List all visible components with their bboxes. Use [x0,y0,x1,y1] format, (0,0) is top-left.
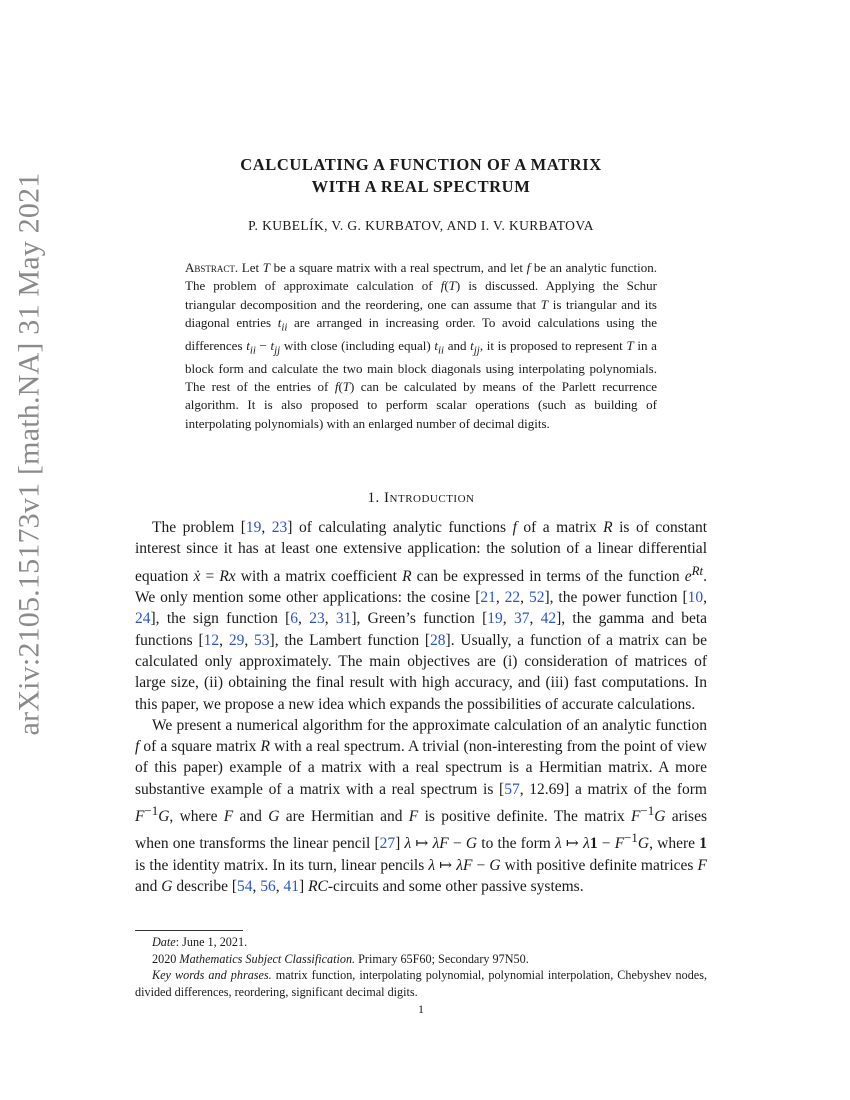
citation-link[interactable]: 31 [335,610,352,628]
footnote-keywords: Key words and phrases. matrix function, interpolating polynomial, polynomial interpolation, Chebyshev nodes, divided differences, reordering, significant decimal digits. [135,968,708,999]
citation-link[interactable]: 19 [487,610,503,628]
abstract-label: Abstract. [185,260,239,275]
paragraph-1: The problem [19, 23] of calculating analytic functions f of a matrix R is of constant interest since it has at least one extensive application: the solution of a linear differential equation ẋ = Rx with a matrix coefficient R can be expressed in terms of the function $e^{Rt}$. We only mention some other applications: the cosine [21, 22, 52], the power function [10, 24], the sign function [6, 23, 31], Green’s function [19, 37, 42], the gamma and beta functions [12, 29, 53], the Lambert function [28]. Usually, a function of a matrix can be calculated only approximately. The main objectives are (i) consideration of matrices of large size, (ii) obtaining the final result with high accuracy, and (iii) fast computations. In this paper, we propose a new idea which expands the possibilities of accurate calculations. [135,519,708,713]
citation-link[interactable]: 24 [135,610,151,628]
body-text [135,517,707,898]
citation-link[interactable]: 27 [379,835,396,853]
paragraph-2: We present a numerical algorithm for the approximate calculation of an analytic function f of a square matrix R with a real spectrum. A trivial (non-interesting from the point of view of this paper) example of a matrix with a real spectrum is a Hermitian matrix. A more substantive example of a matrix with a real spectrum is [57, 12.69] a matrix of the form $F^{-1}G$, where F and G are Hermitian and F is positive definite. The matrix $F^{-1}G$ arises when one transforms the linear pencil [27] λ ↦ λF − G to the form λ ↦ $\lambda 1 - F^{-1}G$, where 1 is the identity matrix. In its turn, linear pencils λ ↦ λF − G with positive definite matrices F and G describe [54, 56, 41] RC-circuits and some other passive systems. [135,716,708,896]
section-heading: 1. Introduction [367,490,475,506]
citation-link[interactable]: 23 [309,610,325,628]
citation-link[interactable]: 22 [504,589,521,607]
citation-link[interactable]: 19 [245,519,262,536]
citation-link[interactable]: 41 [283,878,300,896]
abstract: Abstract. Let T be a square matrix with a real spectrum, and let f be an analytic function. The problem of approximate calculation of f(T) is discussed. Applying the Schur triangular decomposition and the reordering, one can assume that T is triangular and its diagonal entries $t_{ii}$ are arranged in increasing order. To avoid calculations using the differences $t_{ii} - t_{jj}$ with close (including equal) $t_{ii}$ and $t_{jj}$, it is proposed to represent T in a block form and calculate the two main block diagonals using interpolating polynomials. The rest of the entries of f(T) can be calculated by means of the Parlett recurrence algorithm. It is also proposed to perform scalar operations (such as building of interpolating polynomials) with an enlarged number of decimal digits. [185,260,657,431]
citation-link[interactable]: 29 [228,631,245,649]
citation-link[interactable]: 52 [528,589,545,607]
footnote-rule [135,930,243,931]
citation-link[interactable]: 28 [430,631,446,649]
title-line-1: CALCULATING A FUNCTION OF A MATRIX [240,155,602,174]
arxiv-stamp: arXiv:2105.15173v1 [math.NA] 31 May 2021 [12,172,45,736]
authors: P. KUBELÍK, V. G. KURBATOV, AND I. V. KURBATOVA [248,218,594,233]
page-number: 1 [418,1002,424,1016]
citation-link[interactable]: 6 [290,610,299,628]
footnote-date: Date: June 1, 2021. [152,935,248,949]
title-line-2: WITH A REAL SPECTRUM [311,177,531,196]
citation-link[interactable]: 10 [687,589,704,607]
footnotes [135,934,707,1000]
citation-link[interactable]: 56 [260,878,276,896]
citation-link[interactable]: 42 [540,610,557,628]
citation-link[interactable]: 23 [271,519,288,536]
citation-link[interactable]: 53 [254,631,270,649]
citation-link[interactable]: 12 [203,631,220,649]
citation-link[interactable]: 37 [513,610,530,628]
citation-link[interactable]: 54 [237,878,253,896]
citation-link[interactable]: 21 [480,589,496,607]
citation-link[interactable]: 57 [504,780,520,798]
footnote-msc: 2020 Mathematics Subject Classification. Primary 65F60; Secondary 97N50. [152,951,529,966]
paper-title [135,154,707,198]
